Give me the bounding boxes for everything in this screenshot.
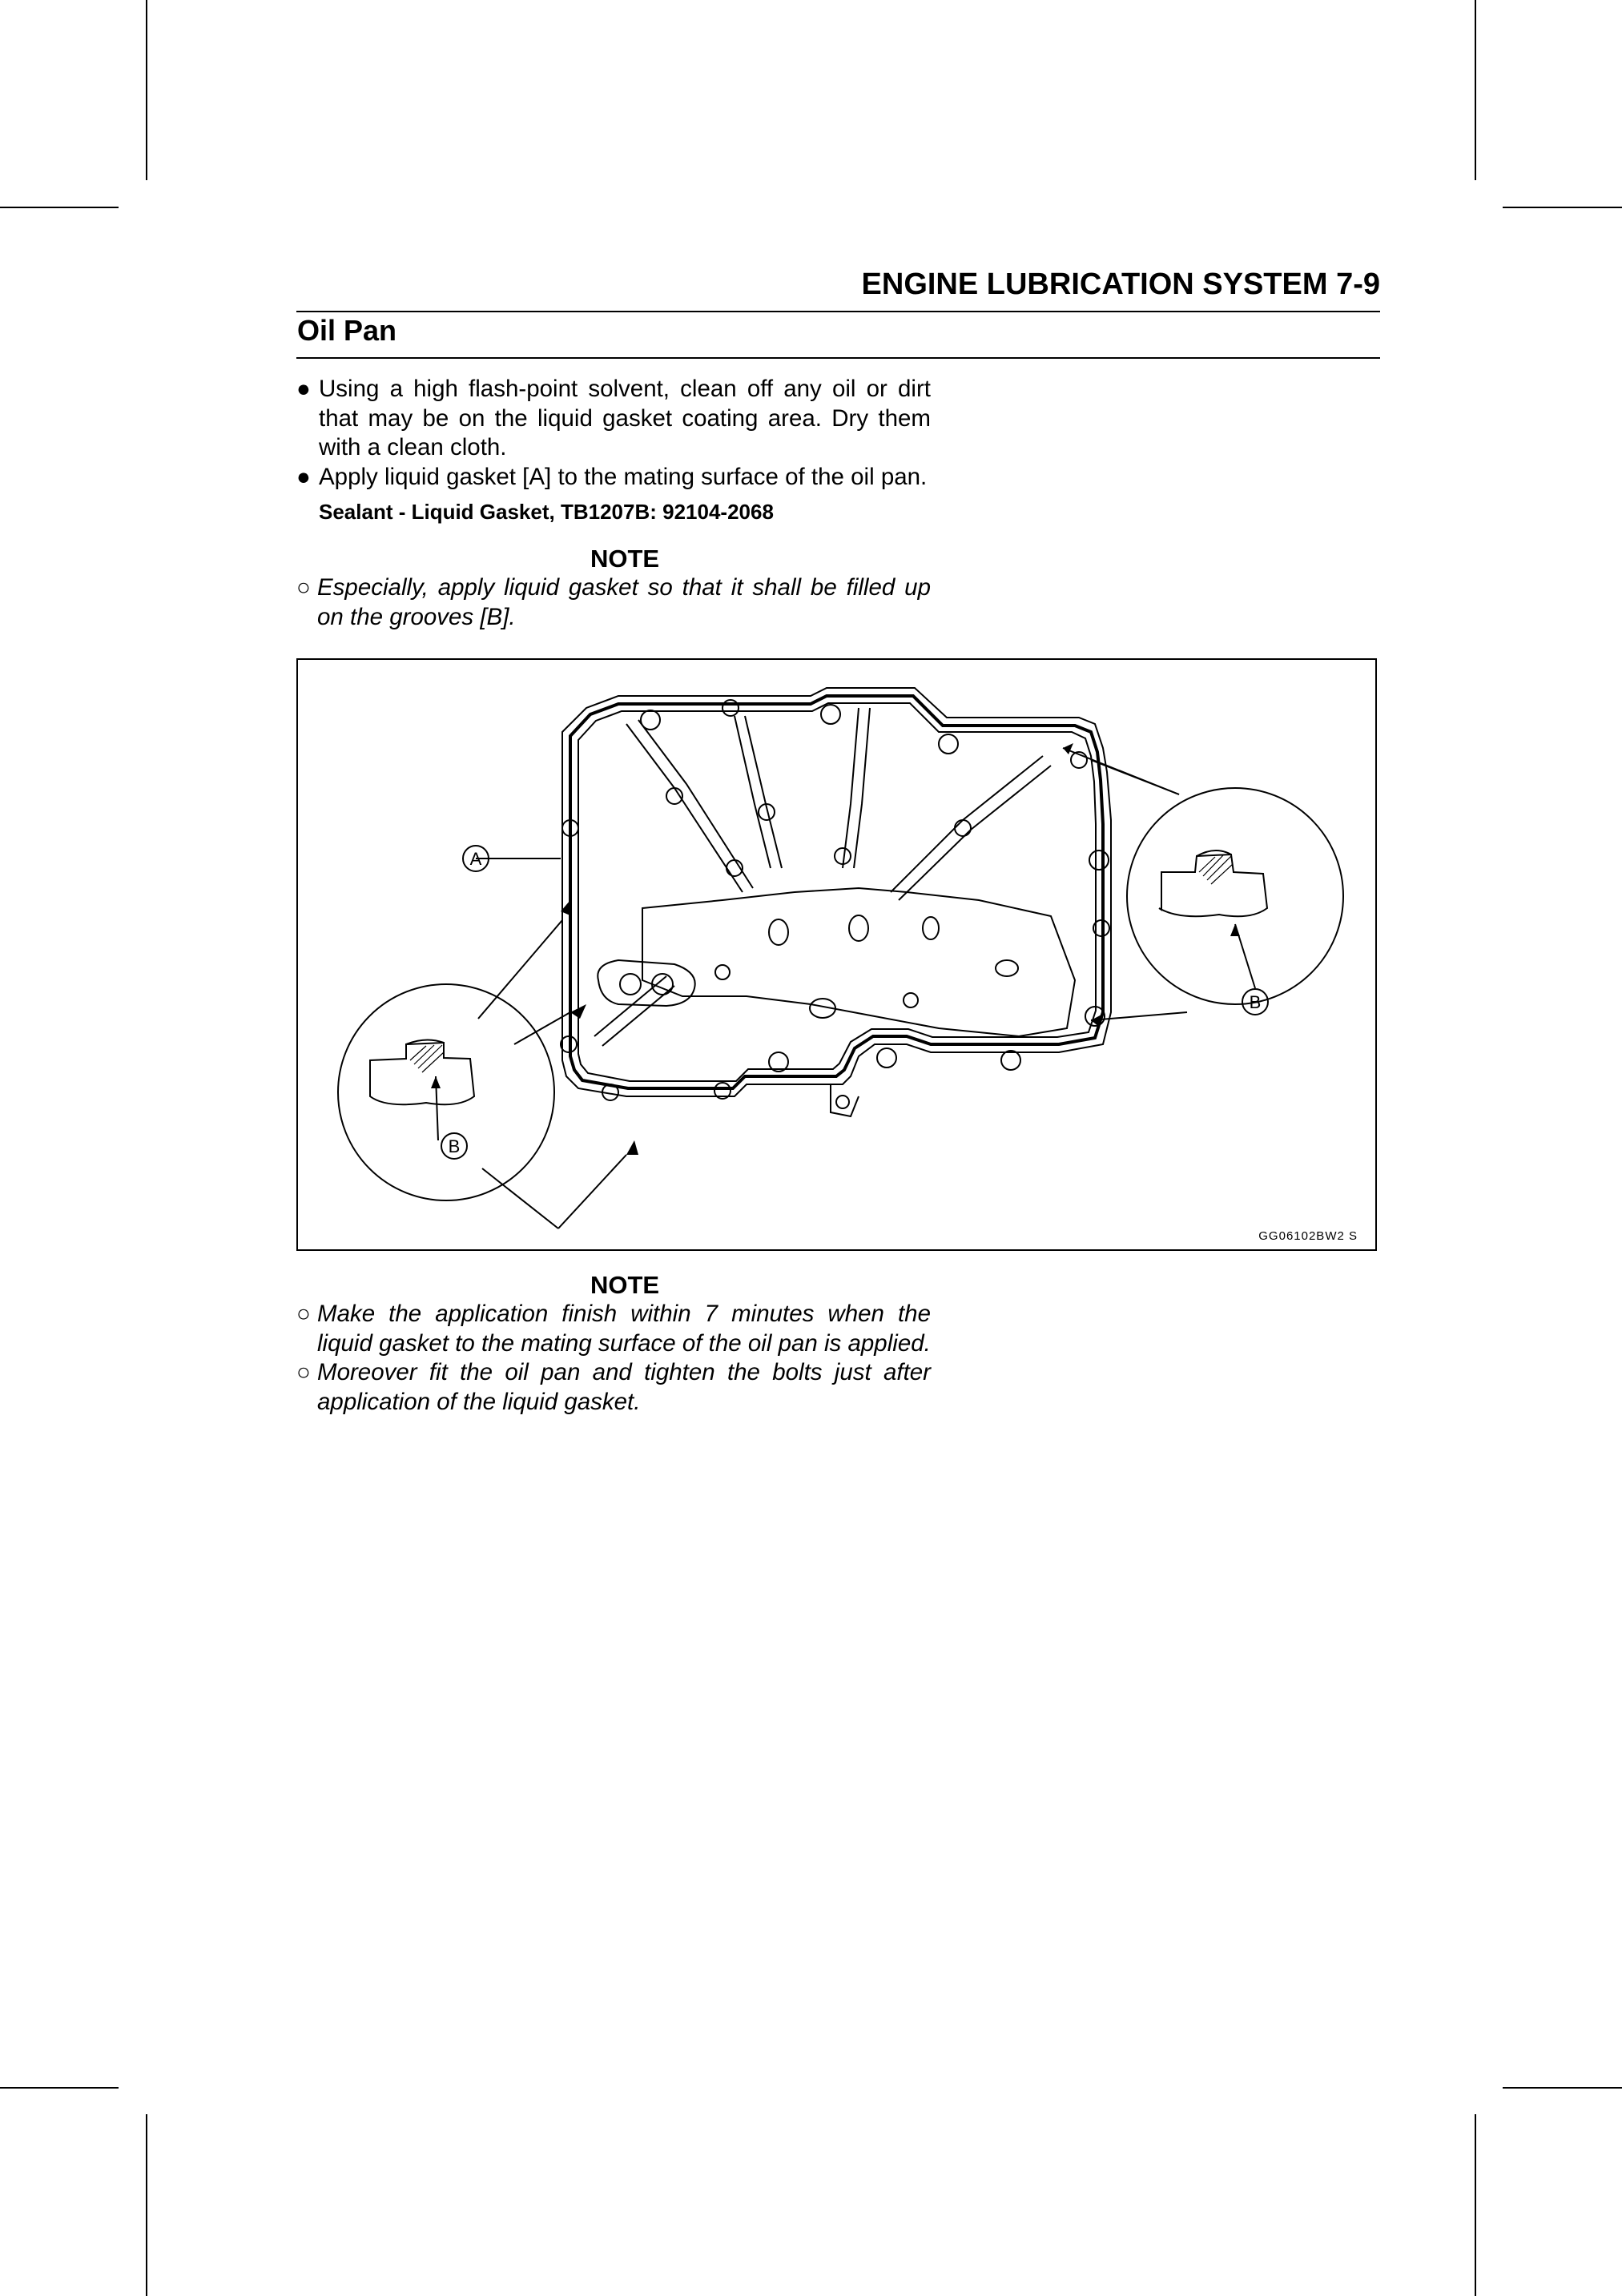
instruction-text: Apply liquid gasket [A] to the mating surface of the oil pan. [319, 463, 928, 490]
list-item [296, 463, 931, 493]
header-rule [296, 311, 1380, 312]
list-item [296, 375, 931, 463]
sealant-spec: Sealant - Liquid Gasket, TB1207B: 92104-2068 [319, 500, 774, 524]
oil-pan-diagram [298, 660, 1377, 1251]
groove-section [370, 1043, 474, 1104]
circle-bullet-icon: ○ [296, 1301, 311, 1327]
crop-mark [146, 2114, 147, 2296]
rib [638, 720, 753, 888]
crop-mark [1503, 2087, 1622, 2089]
note-list [296, 573, 931, 632]
crop-mark [0, 2087, 119, 2089]
label-b-left: B [448, 1136, 461, 1156]
note-list [296, 1300, 931, 1417]
cavity [642, 888, 1075, 1036]
groove-section [1159, 854, 1267, 916]
list-item [296, 573, 931, 632]
circle-bullet-icon: ○ [296, 574, 311, 601]
note-title: NOTE [590, 1271, 660, 1299]
note-text: Especially, apply liquid gasket so that it shall be filled up on the grooves [B]. [317, 574, 931, 630]
instruction-list [296, 375, 931, 492]
bullet-icon: ● [296, 463, 311, 490]
note-text: Moreover fit the oil pan and tighten the bolts just after application of the liquid gasket. [317, 1359, 931, 1415]
bullet-icon: ● [296, 376, 311, 402]
circle-bullet-icon: ○ [296, 1359, 311, 1385]
rib [735, 716, 771, 868]
note-text: Make the application finish within 7 minutes when the liquid gasket to the mating surface of the oil pan is applied. [317, 1301, 931, 1357]
rib [899, 766, 1051, 900]
oil-pan-figure [296, 658, 1377, 1251]
label-a: A [469, 849, 482, 869]
label-b-right: B [1249, 992, 1262, 1012]
crop-mark [1475, 2114, 1476, 2296]
page-header: ENGINE LUBRICATION SYSTEM 7-9 [861, 267, 1380, 301]
section-rule [296, 357, 1380, 359]
instruction-text: Using a high flash-point solvent, clean off any oil or dirt that may be on the liquid gasket coating area. Dry them with a clean cloth. [319, 376, 931, 460]
drain-tab [831, 1084, 859, 1116]
crop-mark [1503, 207, 1622, 208]
section-title: Oil Pan [297, 314, 397, 347]
leader-line [478, 920, 562, 1019]
gasket-band-inner [578, 703, 1096, 1081]
note-title: NOTE [590, 545, 660, 573]
leader-line [558, 1155, 626, 1228]
figure-code: GG06102BW2 S [1258, 1229, 1358, 1243]
crop-mark [146, 0, 147, 180]
list-item [296, 1358, 931, 1417]
list-item [296, 1300, 931, 1358]
leader-line [482, 1168, 558, 1228]
crop-mark [0, 207, 119, 208]
leader-line [1091, 760, 1179, 794]
strainer-boss [598, 960, 694, 1006]
crop-mark [1475, 0, 1476, 180]
detail-circle-right [1127, 788, 1343, 1004]
rib [626, 724, 743, 892]
rib [891, 756, 1043, 892]
rib [745, 716, 782, 868]
